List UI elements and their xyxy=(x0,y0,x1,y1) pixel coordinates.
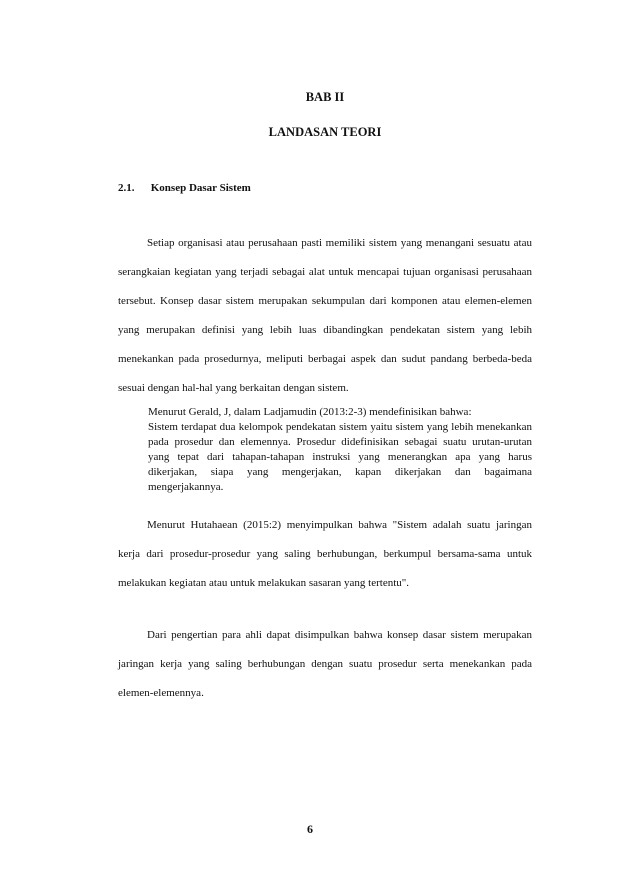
chapter-label: BAB II xyxy=(305,90,345,104)
section-number: 2.1. xyxy=(118,182,135,194)
body-paragraph-intro: Setiap organisasi atau perusahaan pasti memiliki sistem yang menangani sesuatu atau serangkaian kegiatan yang terjadi sebagai alat untuk mencapai tujuan organisasi perusahaan tersebut. Konsep dasar sistem merupakan sekumpulan dari komponen atau elemen-elemen yang merupakan definisi yang lebih luas dibandingkan pendekatan sistem yang lebih menekankan pada prosedurnya, meliputi berbagai aspek dan sudut pandang berbeda-beda sesuai dengan hal-hal yang berkaitan dengan sistem. xyxy=(118,237,532,394)
block-quote-body: Sistem terdapat dua kelompok pendekatan sistem yaitu sistem yang lebih menekankan pada prosedur dan elemennya. Prosedur didefinisikan sebagai suatu urutan-urutan yang tepat dari tahapan-tahapan instruksi yang menerangkan apa yang harus dikerjakan, siapa yang mengerjakan, kapan dikerjakan dan bagaimana mengerjakannya. xyxy=(148,421,532,493)
section-heading xyxy=(118,182,251,194)
body-paragraph-conclusion: Dari pengertian para ahli dapat disimpulkan bahwa konsep dasar sistem merupakan jaringan kerja yang saling berhubungan dengan suatu prosedur serta menekankan pada elemen-elemennya. xyxy=(118,629,532,699)
chapter-title: LANDASAN TEORI xyxy=(268,125,382,139)
block-quote-lead: Menurut Gerald, J, dalam Ladjamudin (2013:2-3) mendefinisikan bahwa: xyxy=(148,406,472,418)
page-number: 6 xyxy=(307,822,313,836)
block-quote xyxy=(148,405,532,495)
body-paragraph-hutahaean: Menurut Hutahaean (2015:2) menyimpulkan bahwa "Sistem adalah suatu jaringan kerja dari prosedur-prosedur yang saling berhubungan, berkumpul bersama-sama untuk melakukan kegiatan atau untuk melakukan sasaran yang tertentu". xyxy=(118,519,532,589)
section-title: Konsep Dasar Sistem xyxy=(150,182,251,194)
